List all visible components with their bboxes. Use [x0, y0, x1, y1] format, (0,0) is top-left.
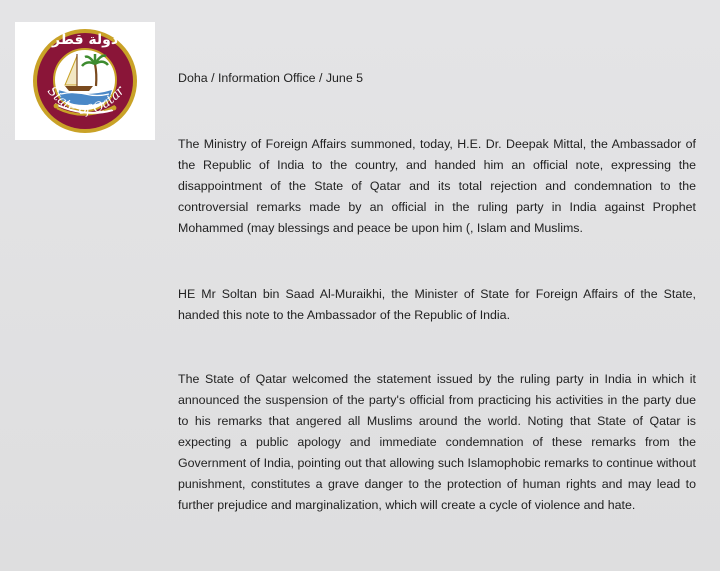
dateline: Doha / Information Office / June 5	[178, 71, 364, 85]
state-of-qatar-emblem	[15, 22, 155, 140]
paragraph-summons: The Ministry of Foreign Affairs summoned, today, H.E. Dr. Deepak Mittal, the Ambassador of the Republic of India to the country, and handed him an official note, expressing the disappointment of the State of Qatar and its total rejection and condemnation to the controversial remarks made by an official in the ruling party in India against Prophet Mohammed (may blessings and peace be upon him (, Islam and Muslims.	[178, 137, 696, 235]
emblem-english-text: State of Qatar	[44, 83, 128, 119]
paragraph-minister-note: HE Mr Soltan bin Saad Al-Muraikhi, the Minister of State for Foreign Affairs of the State, handed this note to the Ambassador of the Republic of India.	[178, 287, 696, 322]
emblem-arabic-text: دولة قطر	[51, 32, 119, 48]
paragraph-statement: The State of Qatar welcomed the statement issued by the ruling party in India in which it announced the suspension of the party's official from practicing his activities in the party due to his remarks that angered all Muslims around the world. Noting that State of Qatar is expecting a public apology and immediate condemnation of these remarks from the Government of India, pointing out that allowing such Islamophobic remarks to continue without punishment, constitutes a grave danger to the protection of human rights and may lead to further prejudice and marginalization, which will create a cycle of violence and hate.	[178, 372, 696, 512]
emblem-icon	[23, 24, 147, 138]
